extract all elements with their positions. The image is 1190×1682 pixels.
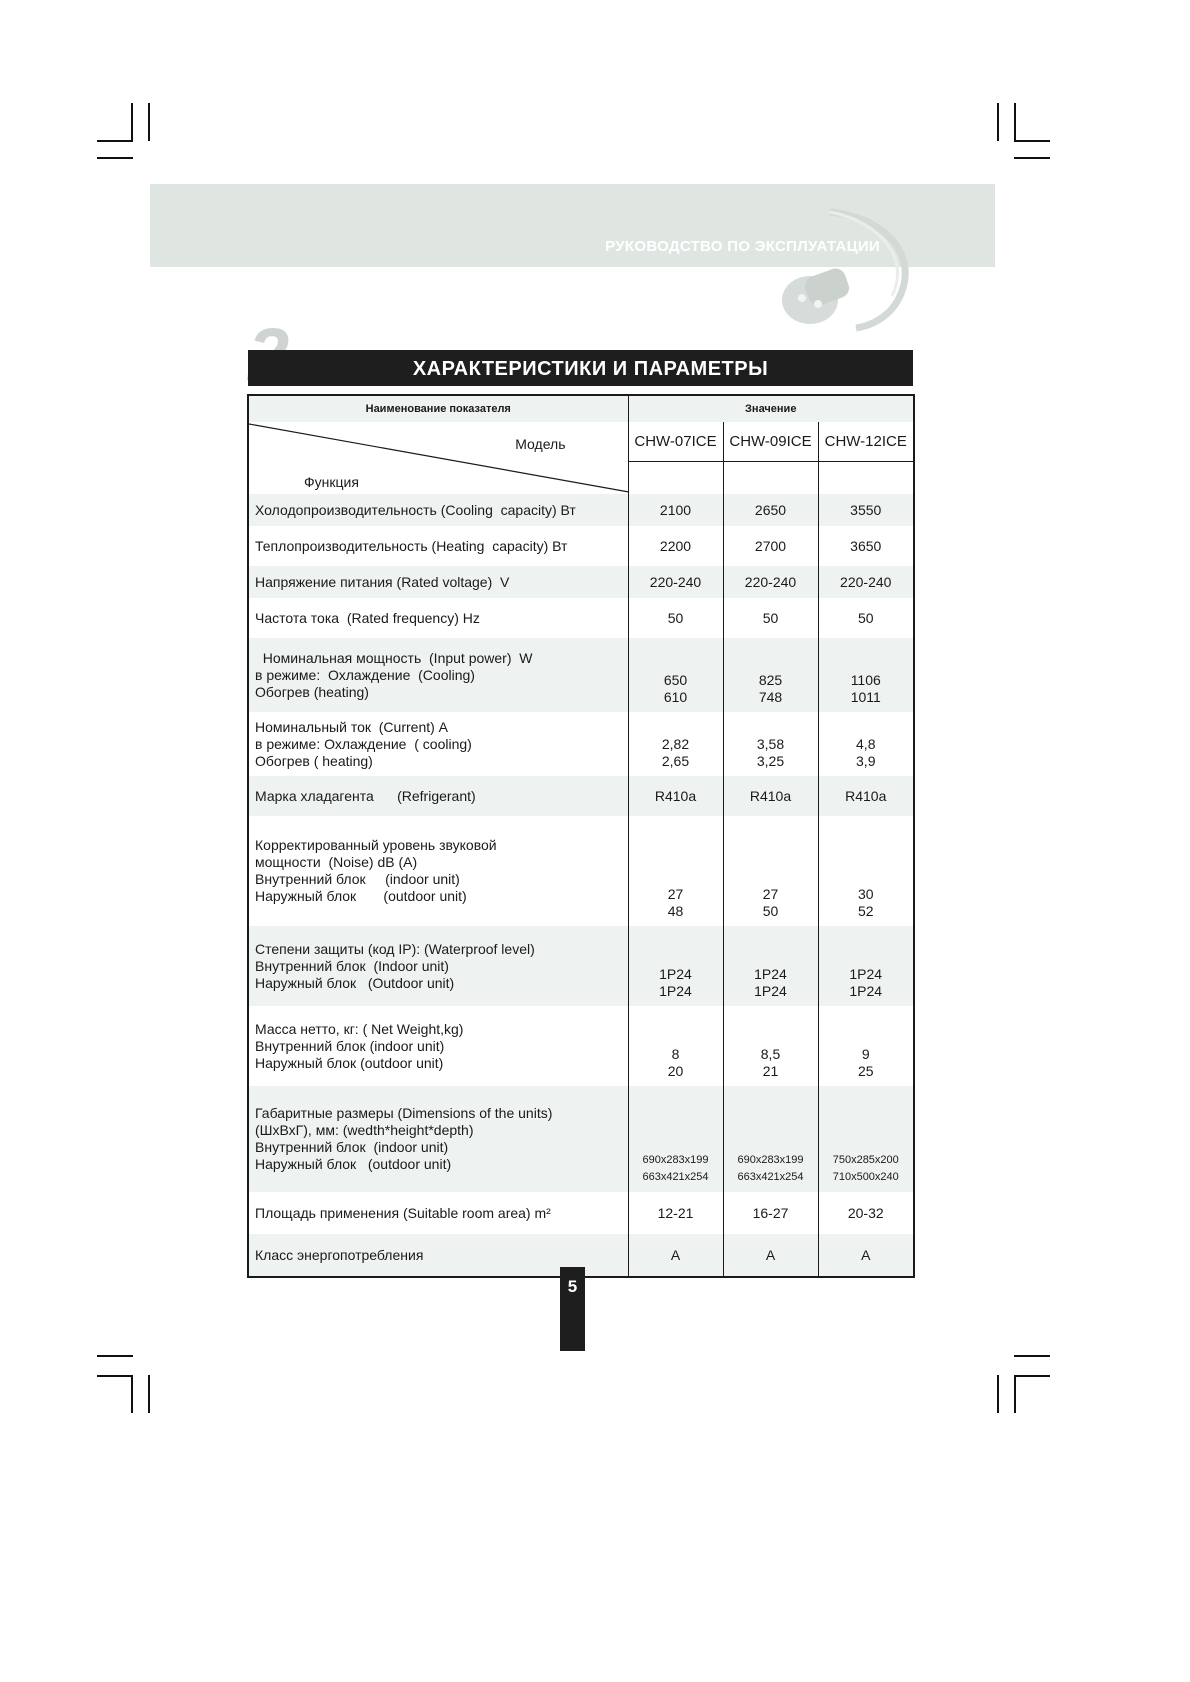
- crop-mark: [97, 140, 133, 142]
- spec-value: [723, 926, 818, 1006]
- spec-label-line: Обогрев ( heating): [255, 752, 373, 769]
- spec-label: [248, 776, 628, 816]
- spec-row: [248, 712, 914, 776]
- spec-value: [818, 598, 914, 638]
- model-row: [248, 422, 914, 461]
- spec-value-line: 650: [663, 672, 688, 688]
- spec-value-line: 1P24: [659, 966, 692, 982]
- spec-label-line: Внутренний блок (indoor unit): [255, 871, 460, 887]
- crop-mark: [1014, 1375, 1016, 1413]
- spec-value: [628, 816, 723, 926]
- spec-value: [723, 638, 818, 712]
- spec-label-line: Марка хладагента (Refrigerant): [255, 787, 476, 804]
- spec-value-line: 27: [667, 886, 684, 902]
- spec-label-line: Класс энергопотребления: [255, 1246, 424, 1263]
- spec-value-line: 750x285x200: [832, 1154, 899, 1166]
- spec-value: [723, 776, 818, 816]
- spec-value: [628, 1006, 723, 1086]
- spec-value: [818, 926, 914, 1006]
- spec-value-line: 52: [857, 903, 874, 919]
- spec-label-line: Номинальная мощность (Input power) W: [255, 649, 533, 666]
- spec-value-line: 2700: [754, 537, 787, 554]
- spec-label-line: Площадь применения (Suitable room area) m²: [255, 1204, 551, 1221]
- spec-value: [628, 638, 723, 712]
- spec-label-line: Внутренний блок (Indoor unit): [255, 957, 449, 974]
- spec-value-line: 220-240: [744, 573, 797, 590]
- page-number: 5: [567, 1277, 578, 1296]
- spec-value-line: 220-240: [649, 573, 702, 590]
- spec-label: [248, 926, 628, 1006]
- spec-value-line: 1P24: [849, 966, 883, 982]
- crop-mark: [1014, 103, 1016, 141]
- param-column-header: Наименование показателя: [248, 395, 628, 422]
- spec-value-line: 3,58: [756, 736, 785, 752]
- crop-mark: [1014, 140, 1050, 142]
- spec-label-line: Обогрев (heating): [255, 683, 369, 700]
- spec-row: [248, 566, 914, 598]
- spec-value: [628, 566, 723, 598]
- spec-value-line: 690x283x199: [642, 1154, 709, 1166]
- spec-value-line: A: [670, 1246, 681, 1263]
- spec-value-line: 1P24: [754, 983, 787, 999]
- spec-value: [723, 1192, 818, 1234]
- spec-value: [723, 526, 818, 566]
- spec-row: [248, 638, 914, 712]
- crop-mark: [97, 1355, 133, 1357]
- spec-value-line: 50: [762, 609, 779, 626]
- spec-value: [723, 598, 818, 638]
- specs-table: [247, 394, 915, 1278]
- spec-row: [248, 816, 914, 926]
- crop-mark: [131, 1375, 133, 1413]
- spec-label-line: мощности (Noise) dB (A): [255, 854, 418, 870]
- spec-label-line: Холодопроизводительность (Cooling capacity) Вт: [255, 501, 576, 518]
- section-title: ХАРАКТЕРИСТИКИ И ПАРАМЕТРЫ: [412, 358, 769, 380]
- spec-label: [248, 526, 628, 566]
- spec-value: [818, 776, 914, 816]
- spec-label-line: Наружный блок (Outdoor unit): [255, 974, 455, 991]
- spec-value-line: R410a: [654, 787, 697, 804]
- spec-value: [628, 712, 723, 776]
- model-name: CHW-09ICE: [723, 422, 818, 461]
- spec-row: [248, 526, 914, 566]
- spec-value-line: 663x421x254: [642, 1171, 709, 1183]
- spec-value: [628, 494, 723, 526]
- spec-value: [723, 816, 818, 926]
- crop-mark: [148, 1375, 150, 1413]
- spec-value: [723, 1234, 818, 1277]
- spec-value-line: 9: [861, 1046, 870, 1062]
- spec-value: [628, 1192, 723, 1234]
- spec-value-line: 50: [857, 609, 874, 626]
- spec-value-line: 30: [857, 886, 874, 902]
- spec-value: [818, 526, 914, 566]
- spec-value: [628, 776, 723, 816]
- spec-label: [248, 712, 628, 776]
- crop-mark: [1014, 157, 1050, 159]
- spec-label: [248, 566, 628, 598]
- crop-mark: [1014, 1375, 1050, 1377]
- spec-row: [248, 926, 914, 1006]
- power-plug-icon: [770, 200, 920, 345]
- spec-value: [818, 1006, 914, 1086]
- spec-value-line: 20: [667, 1063, 684, 1079]
- model-name: CHW-07ICE: [628, 422, 723, 461]
- spec-label-line: Корректированный уровень звуковой: [255, 837, 497, 853]
- table-header-row: [248, 395, 914, 422]
- spec-value-line: 16-27: [752, 1204, 789, 1221]
- crop-mark: [997, 1375, 999, 1413]
- spec-value-line: 825: [758, 672, 783, 688]
- crop-mark: [97, 1375, 133, 1377]
- spec-value-line: 2,82: [661, 736, 690, 752]
- spec-value-line: 2100: [659, 501, 692, 518]
- header-title: РУКОВОДСТВО ПО ЭКСПЛУАТАЦИИ: [605, 238, 880, 255]
- spec-value-line: A: [765, 1246, 776, 1263]
- spec-label-line: в режиме: Охлаждение (Cooling): [255, 666, 475, 683]
- spec-value-line: 1P24: [659, 983, 692, 999]
- spec-label-line: Наружный блок (outdoor unit): [255, 888, 467, 904]
- spec-label-line: Теплопроизводительность (Heating capacity) Вт: [255, 537, 568, 554]
- spec-label-line: Габаритные размеры (Dimensions of the units): [255, 1105, 553, 1121]
- spec-value-line: 3,25: [756, 753, 785, 769]
- spec-value-line: A: [861, 1246, 871, 1263]
- spec-label-line: Номинальный ток (Current) А: [255, 718, 449, 735]
- spec-value: [628, 526, 723, 566]
- spec-row: [248, 776, 914, 816]
- spec-label: [248, 598, 628, 638]
- spec-value-line: 610: [663, 689, 688, 705]
- spec-value-line: 1P24: [754, 966, 787, 982]
- spec-value-line: 3650: [850, 537, 882, 554]
- spec-value-line: 748: [758, 689, 783, 705]
- spec-value-line: 48: [667, 903, 684, 919]
- spec-value: [723, 712, 818, 776]
- spec-value-line: 25: [857, 1063, 874, 1079]
- spec-label: [248, 1086, 628, 1192]
- spec-label-line: в режиме: Охлаждение ( cooling): [255, 735, 472, 752]
- spec-value: [723, 566, 818, 598]
- spec-rows: [248, 494, 914, 1277]
- spec-label-line: Частота тока (Rated frequency) Hz: [255, 609, 480, 626]
- spec-value-line: 27: [762, 886, 779, 902]
- model-name: CHW-12ICE: [818, 422, 914, 461]
- spec-value: [818, 638, 914, 712]
- value-column-header: Значение: [628, 395, 914, 422]
- spec-value-line: 220-240: [840, 573, 892, 590]
- spec-value: [818, 494, 914, 526]
- crop-mark: [97, 157, 133, 159]
- spec-label-line: (ШхВхГ), мм: (wedth*height*depth): [255, 1122, 474, 1138]
- spec-label: [248, 1192, 628, 1234]
- spec-value: [818, 1192, 914, 1234]
- spec-value: [628, 598, 723, 638]
- crop-mark: [148, 103, 150, 141]
- spec-value: [818, 1234, 914, 1277]
- spec-value-line: 50: [762, 903, 779, 919]
- spec-value-line: 3550: [850, 501, 882, 518]
- spec-value-line: 1106: [850, 672, 881, 688]
- spec-value: [818, 566, 914, 598]
- spec-value-line: 1011: [850, 689, 881, 705]
- spec-label-line: Внутренний блок (indoor unit): [255, 1139, 449, 1155]
- page-number-box: [560, 1267, 585, 1351]
- spec-value: [628, 1234, 723, 1277]
- spec-value: [818, 1086, 914, 1192]
- spec-value-line: 4,8: [856, 736, 876, 752]
- spec-label: [248, 1006, 628, 1086]
- crop-mark: [131, 103, 133, 141]
- spec-value-line: 8: [671, 1046, 680, 1062]
- spec-value-line: 663x421x254: [737, 1171, 804, 1183]
- spec-value: [628, 926, 723, 1006]
- spec-row: [248, 1006, 914, 1086]
- spec-row: [248, 1086, 914, 1192]
- spec-value: [818, 816, 914, 926]
- spec-value-line: 2,65: [661, 753, 690, 769]
- spec-value-line: R410a: [845, 787, 887, 804]
- spec-value: [723, 494, 818, 526]
- spec-row: [248, 1192, 914, 1234]
- spec-value: [723, 1086, 818, 1192]
- section-title-bar: [248, 350, 913, 386]
- spec-value-line: 8,5: [760, 1046, 781, 1062]
- spec-value: [723, 1006, 818, 1086]
- spec-label-line: Масса нетто, кг: ( Net Weight,kg): [255, 1020, 464, 1037]
- spec-value-line: R410a: [749, 787, 792, 804]
- spec-label-line: Наружный блок (outdoor unit): [255, 1156, 452, 1172]
- spec-label: [248, 494, 628, 526]
- spec-value-line: 21: [762, 1063, 779, 1079]
- spec-value-line: 690x283x199: [737, 1154, 804, 1166]
- spec-label-line: Степени защиты (код IP): (Waterproof level): [255, 940, 535, 957]
- spec-value: [818, 712, 914, 776]
- spec-row: [248, 598, 914, 638]
- spec-row: [248, 494, 914, 526]
- function-label: Функция: [304, 474, 359, 490]
- spec-value-line: 3,9: [856, 753, 876, 769]
- spec-label: [248, 816, 628, 926]
- spec-label: [248, 638, 628, 712]
- spec-value-line: 20-32: [847, 1204, 884, 1221]
- spec-value-line: 2650: [754, 501, 787, 518]
- spec-label-line: Внутренний блок (indoor unit): [255, 1037, 445, 1054]
- spec-label-line: Напряжение питания (Rated voltage) V: [255, 573, 510, 590]
- model-label: Модель: [515, 436, 566, 452]
- spec-value-line: 12-21: [657, 1204, 694, 1221]
- crop-mark: [997, 103, 999, 141]
- spec-value-line: 1P24: [849, 983, 883, 999]
- spec-value: [628, 1086, 723, 1192]
- spec-value-line: 50: [667, 609, 684, 626]
- spec-value-line: 710x500x240: [832, 1171, 899, 1183]
- crop-mark: [1014, 1355, 1050, 1357]
- spec-label-line: Наружный блок (outdoor unit): [255, 1054, 444, 1071]
- spec-value-line: 2200: [659, 537, 692, 554]
- diagonal-header-cell: [248, 422, 628, 494]
